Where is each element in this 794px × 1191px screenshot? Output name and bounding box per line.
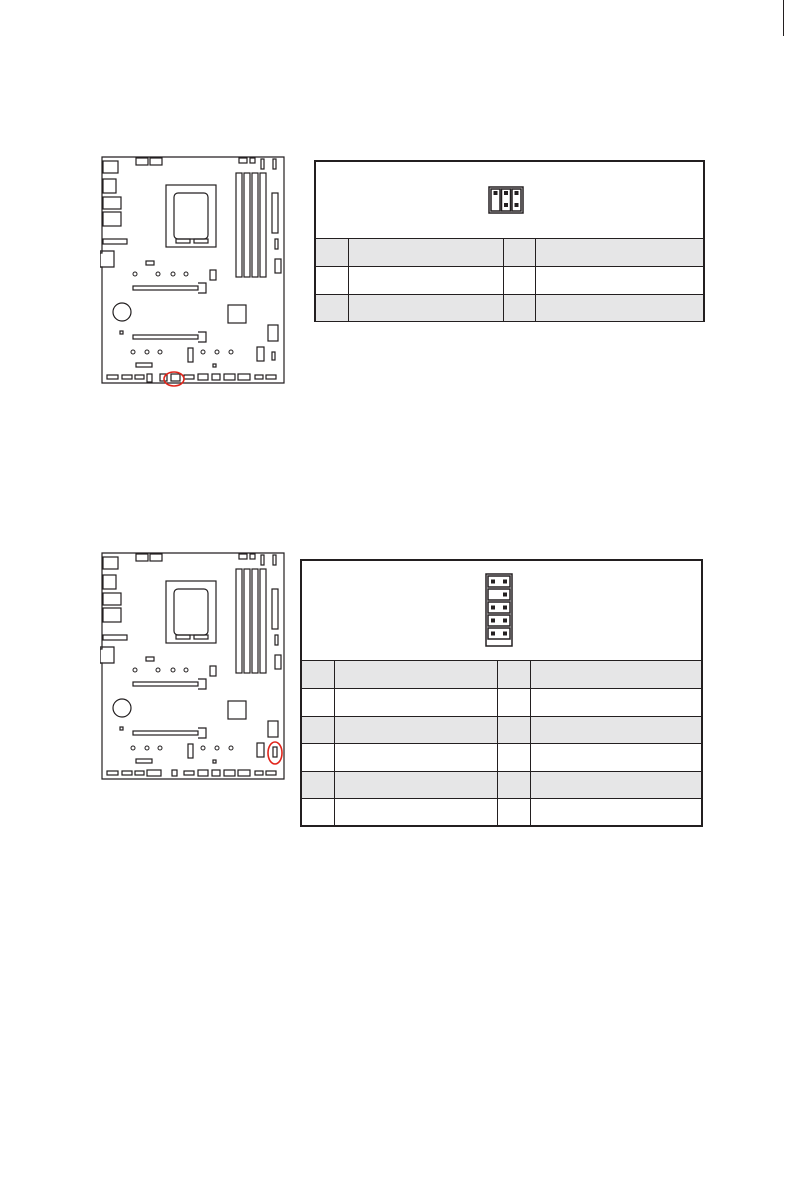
pin-number-cell	[497, 716, 530, 743]
pin-number-cell	[497, 743, 530, 771]
signal-name-cell	[535, 266, 703, 294]
signal-name-cell	[334, 688, 497, 716]
motherboard-layout-icon	[100, 551, 288, 783]
signal-name-cell	[348, 266, 503, 294]
signal-name-cell	[530, 661, 701, 688]
table-row	[302, 771, 701, 798]
signal-name-cell	[334, 743, 497, 771]
pin-number-cell	[497, 771, 530, 798]
signal-name-cell	[530, 688, 701, 716]
table-row	[302, 743, 701, 771]
connector-diagram-area-bottom	[302, 561, 701, 661]
signal-name-cell	[334, 798, 497, 826]
2x5-pin-header-icon	[485, 573, 513, 652]
motherboard-layout-icon	[100, 155, 288, 387]
pin-number-cell	[503, 266, 535, 294]
table-row	[316, 294, 703, 321]
motherboard-diagram-bottom	[100, 551, 288, 783]
signal-name-cell	[535, 239, 703, 266]
pin-number-cell	[316, 294, 348, 321]
table-row	[316, 266, 703, 294]
signal-name-cell	[334, 771, 497, 798]
pin-number-cell	[503, 294, 535, 321]
signal-name-cell	[348, 239, 503, 266]
pin-definition-table-top	[314, 160, 705, 322]
pin-definition-table-bottom	[300, 559, 703, 827]
pin-number-cell	[302, 688, 334, 716]
pin-number-cell	[302, 743, 334, 771]
signal-name-cell	[535, 294, 703, 321]
pin-number-cell	[497, 688, 530, 716]
pin-table-bottom	[302, 661, 701, 826]
pin-number-cell	[302, 716, 334, 743]
table-row	[302, 716, 701, 743]
signal-name-cell	[530, 798, 701, 826]
connector-diagram-area-top	[316, 162, 703, 239]
pin-number-cell	[302, 661, 334, 688]
pin-number-cell	[497, 798, 530, 826]
signal-name-cell	[530, 743, 701, 771]
page-cut-mark	[783, 0, 784, 36]
pin-number-cell	[503, 239, 535, 266]
table-row	[316, 239, 703, 266]
pin-table-top	[316, 239, 703, 321]
pin-number-cell	[302, 798, 334, 826]
motherboard-diagram-top	[100, 155, 288, 387]
pin-number-cell	[316, 266, 348, 294]
table-row	[302, 798, 701, 826]
table-row	[302, 661, 701, 688]
signal-name-cell	[530, 716, 701, 743]
pin-number-cell	[302, 771, 334, 798]
signal-name-cell	[334, 716, 497, 743]
pin-number-cell	[497, 661, 530, 688]
signal-name-cell	[348, 294, 503, 321]
signal-name-cell	[530, 771, 701, 798]
pin-number-cell	[316, 239, 348, 266]
2x3-pin-header-icon	[488, 186, 524, 219]
table-row	[302, 688, 701, 716]
signal-name-cell	[334, 661, 497, 688]
